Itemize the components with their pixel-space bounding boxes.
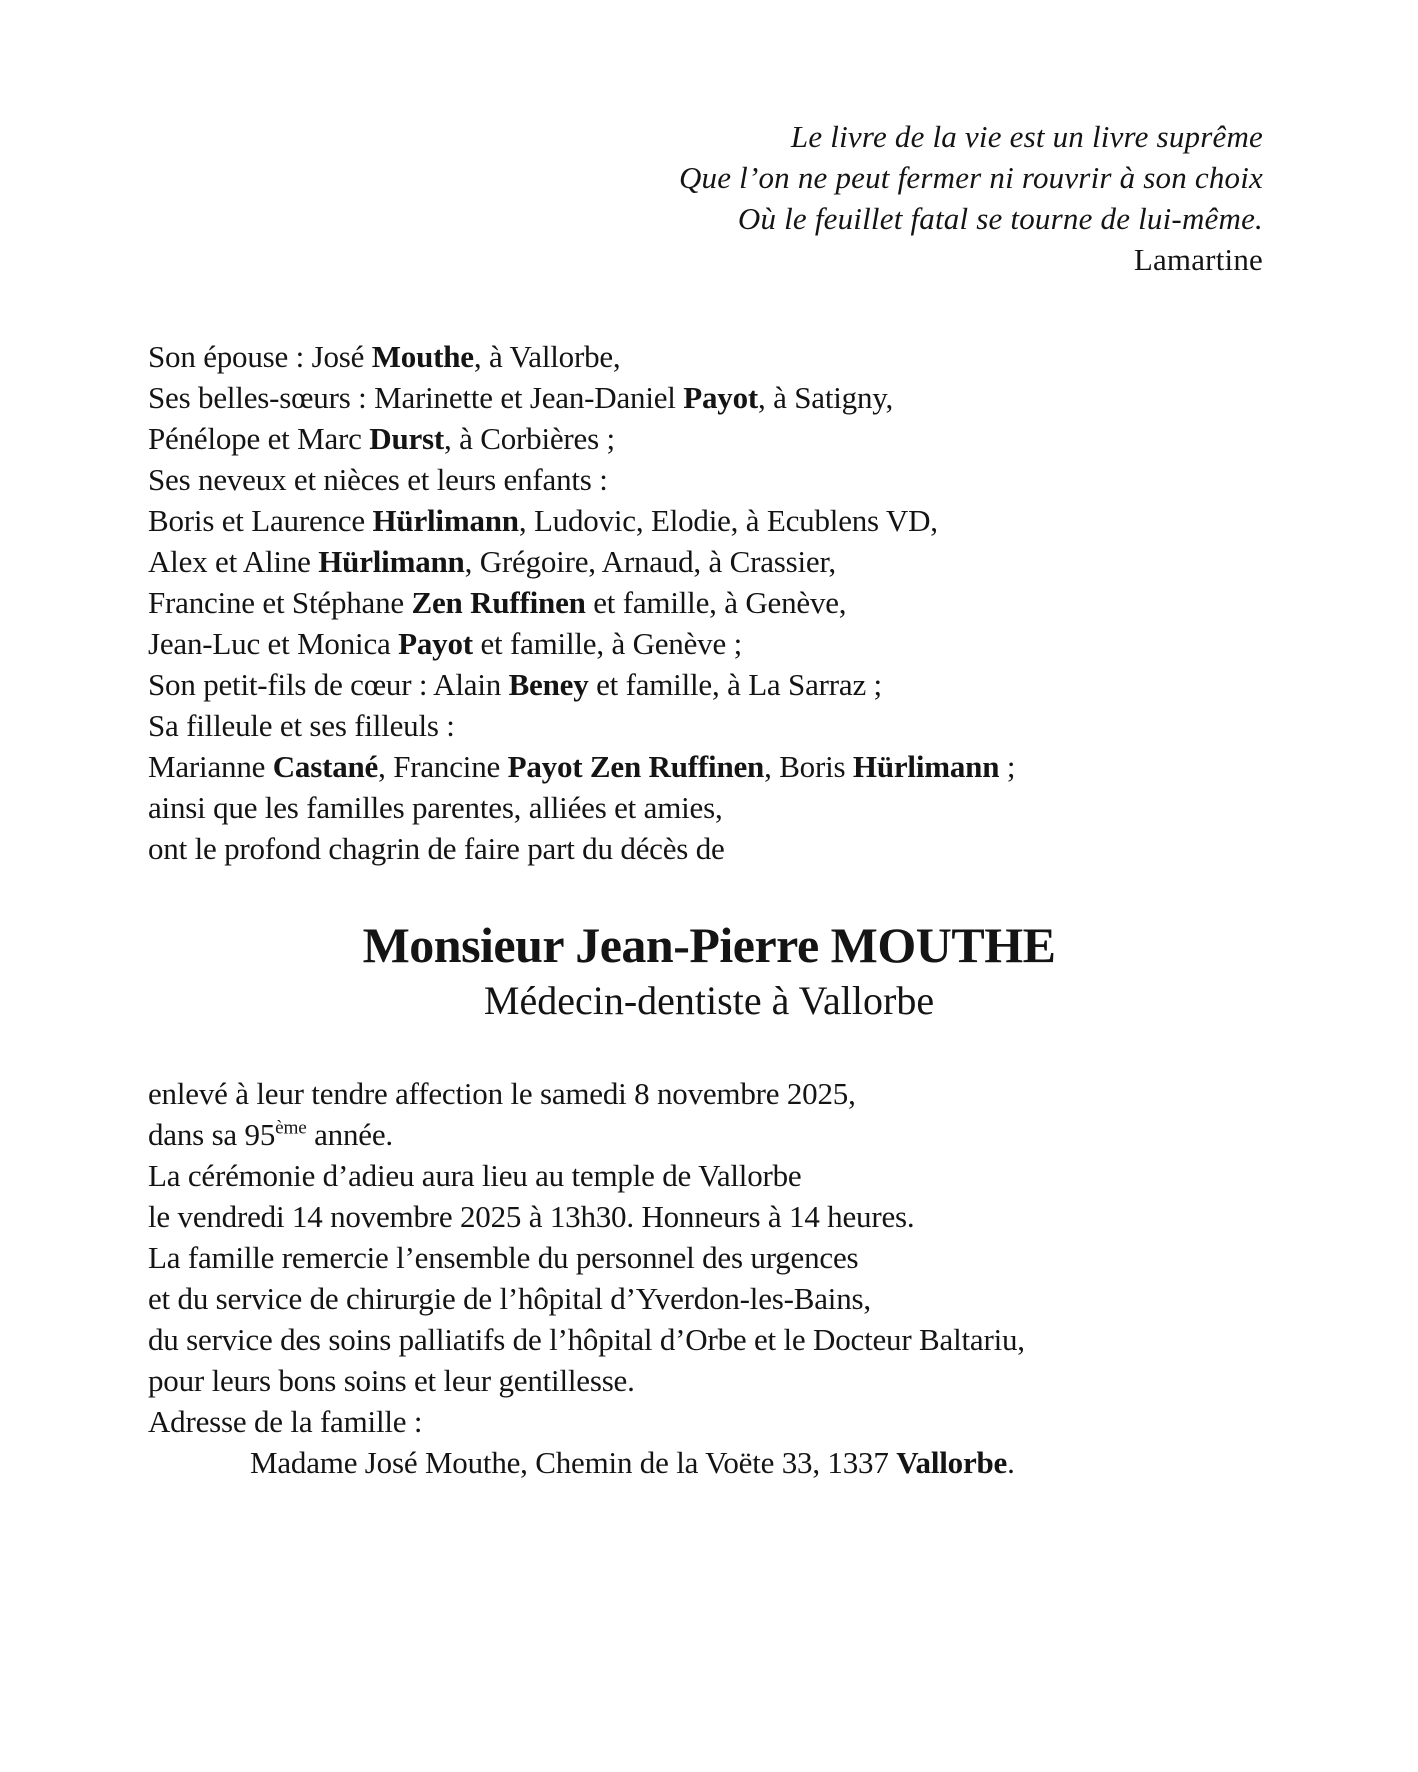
text-segment: Son petit-fils de cœur : Alain [148,667,509,702]
epigraph [0,0,1418,280]
text-line [148,664,1418,705]
text-segment: , à Corbières ; [444,421,615,456]
text-segment: Jean-Luc et Monica [148,626,399,661]
text-line [148,746,1418,787]
text-segment: année. [306,1117,393,1152]
bold-name-text: Beney [508,667,589,702]
deceased-name: Monsieur Jean-Pierre MOUTHE [362,917,1056,973]
bold-name-text: Hürlimann [372,503,519,538]
text-segment: et famille, à Genève, [585,585,847,620]
epigraph-attribution: Lamartine [1133,242,1263,277]
text-line [148,1073,1418,1114]
text-line [148,418,1418,459]
text-line [148,336,1418,377]
text-line [148,1442,1418,1483]
text-segment: , à Satigny, [758,380,894,415]
text-segment: , Boris [764,749,853,784]
ceremony-details [148,1073,1418,1483]
bold-name-text: Vallorbe [896,1445,1008,1480]
text-line [148,1319,1418,1360]
text-segment: ainsi que les familles parentes, alliées et amies, [148,790,723,825]
text-segment: La cérémonie d’adieu aura lieu au temple de Vallorbe [148,1158,802,1193]
text-line [148,623,1418,664]
text-line [0,198,1263,239]
text-segment: Madame José Mouthe, Chemin de la Voëte 33, 1337 [250,1445,897,1480]
family-list [148,336,1418,869]
bold-name-text: Hürlimann [318,544,465,579]
bold-name-text: Hürlimann [852,749,1000,784]
bold-name-text: Payot [683,380,759,415]
text-line [148,1401,1418,1442]
text-segment: Sa filleule et ses filleuls : [148,708,455,743]
text-segment: , Francine [378,749,508,784]
text-segment: La famille remercie l’ensemble du personnel des urgences [148,1240,859,1275]
text-segment: Où le feuillet fatal se tourne de lui-même. [737,201,1263,236]
text-line [0,116,1263,157]
text-line [148,377,1418,418]
text-segment: du service des soins palliatifs de l’hôpital d’Orbe et le Docteur Baltariu, [148,1322,1025,1357]
text-segment: enlevé à leur tendre affection le samedi 8 novembre 2025, [148,1076,856,1111]
text-line [148,582,1418,623]
text-segment: et du service de chirurgie de l’hôpital d’Yverdon-les-Bains, [148,1281,871,1316]
epigraph-quote-lines [0,116,1263,239]
text-segment: Que l’on ne peut fermer ni rouvrir à son choix [678,160,1263,195]
text-segment: , Grégoire, Arnaud, à Crassier, [464,544,836,579]
text-line [148,459,1418,500]
text-segment: , Ludovic, Elodie, à Ecublens VD, [518,503,938,538]
bold-name-text: Payot Zen Ruffinen [507,749,765,784]
text-segment: Marianne [148,749,273,784]
text-segment: Adresse de la famille : [148,1404,423,1439]
text-line [0,157,1263,198]
text-segment: Ses neveux et nièces et leurs enfants : [148,462,608,497]
text-line [148,1237,1418,1278]
text-segment: ; [999,749,1016,784]
text-segment: . [1007,1445,1015,1480]
text-line [148,500,1418,541]
text-line [148,1196,1418,1237]
text-segment: Francine et Stéphane [148,585,412,620]
text-segment: pour leurs bons soins et leur gentillesse. [148,1363,635,1398]
text-segment: Pénélope et Marc [148,421,370,456]
text-segment: Alex et Aline [148,544,319,579]
text-line [148,541,1418,582]
text-line [148,1155,1418,1196]
text-segment: et famille, à Genève ; [472,626,742,661]
text-line [148,1278,1418,1319]
text-segment: , à Vallorbe, [473,339,621,374]
text-line [148,787,1418,828]
text-line [148,1114,1418,1155]
deceased-profession: Médecin-dentiste à Vallorbe [483,978,935,1023]
text-segment: Son épouse : José [148,339,372,374]
text-segment: dans sa 95 [148,1117,276,1152]
bold-name-text: Castané [272,749,379,784]
text-line [148,705,1418,746]
text-segment: Ses belles-sœurs : Marinette et Jean-Daniel [148,380,684,415]
text-segment: Boris et Laurence [148,503,373,538]
bold-name-text: Zen Ruffinen [411,585,586,620]
text-segment: ont le profond chagrin de faire part du décès de [148,831,725,866]
text-line [148,1360,1418,1401]
text-segment: et famille, à La Sarraz ; [588,667,882,702]
bold-name-text: Durst [369,421,445,456]
text-segment: le vendredi 14 novembre 2025 à 13h30. Honneurs à 14 heures. [148,1199,915,1234]
text-segment: Le livre de la vie est un livre suprême [790,119,1263,154]
superscript-text: ème [275,1117,307,1139]
bold-name-text: Payot [398,626,473,661]
text-line [148,828,1418,869]
bold-name-text: Mouthe [371,339,474,374]
